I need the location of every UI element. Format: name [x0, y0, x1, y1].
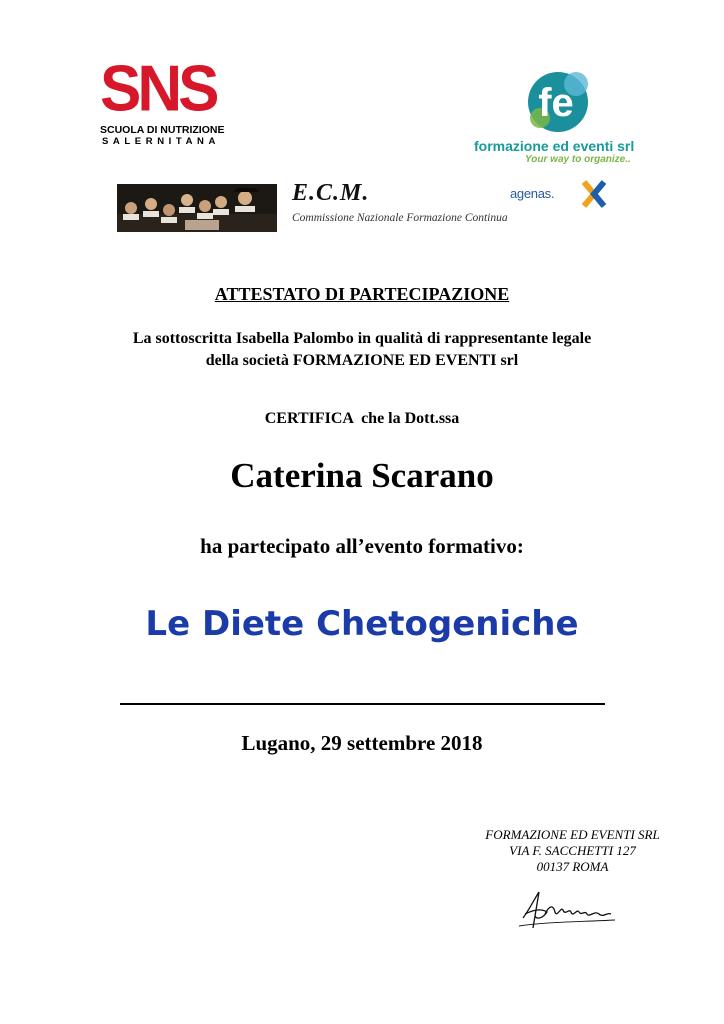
divider-line	[120, 703, 605, 705]
fe-logo-mark-text: fe	[538, 81, 574, 125]
issuer-street: VIA F. SACCHETTI 127	[509, 843, 636, 858]
fe-logo-tagline: Your way to organize..	[525, 154, 631, 165]
agenas-x-icon	[580, 180, 608, 208]
ecm-subtitle: Commissione Nazionale Formazione Continua	[292, 212, 508, 224]
recipient-name: Caterina Scarano	[230, 456, 494, 495]
issuer-city: 00137 ROMA	[536, 859, 609, 874]
ecm-title: E.C.M.	[292, 180, 370, 206]
agenas-logo-text: agenas.	[510, 186, 555, 201]
sns-logo-line1: SCUOLA DI NUTRIZIONE	[100, 124, 225, 136]
fe-logo-name: formazione ed eventi srl	[474, 138, 635, 154]
certificate-heading: ATTESTATO DI PARTECIPAZIONE	[214, 284, 510, 304]
issuer-name: FORMAZIONE ED EVENTI SRL	[485, 827, 660, 842]
intro-line-2: della società FORMAZIONE ED EVENTI srl	[205, 352, 519, 369]
ecm-painting-image	[117, 184, 277, 232]
intro-line-1: La sottoscritta Isabella Palombo in qualità di rappresentante legale	[132, 330, 592, 347]
sns-logo-letters: SNS	[100, 52, 216, 126]
sns-logo-line2: SALERNITANA	[102, 136, 220, 147]
fe-logo-mark	[518, 70, 594, 134]
certifies-line: CERTIFICA che la Dott.ssa	[264, 410, 460, 427]
date-place: Lugano, 29 settembre 2018	[241, 731, 483, 755]
sns-logo	[100, 52, 230, 148]
event-title: Le Diete Chetogeniche	[145, 604, 579, 644]
signature-image	[515, 888, 625, 932]
fe-logo	[470, 70, 650, 170]
participation-line: ha partecipato all’evento formativo:	[200, 534, 524, 558]
agenas-logo	[510, 180, 610, 210]
